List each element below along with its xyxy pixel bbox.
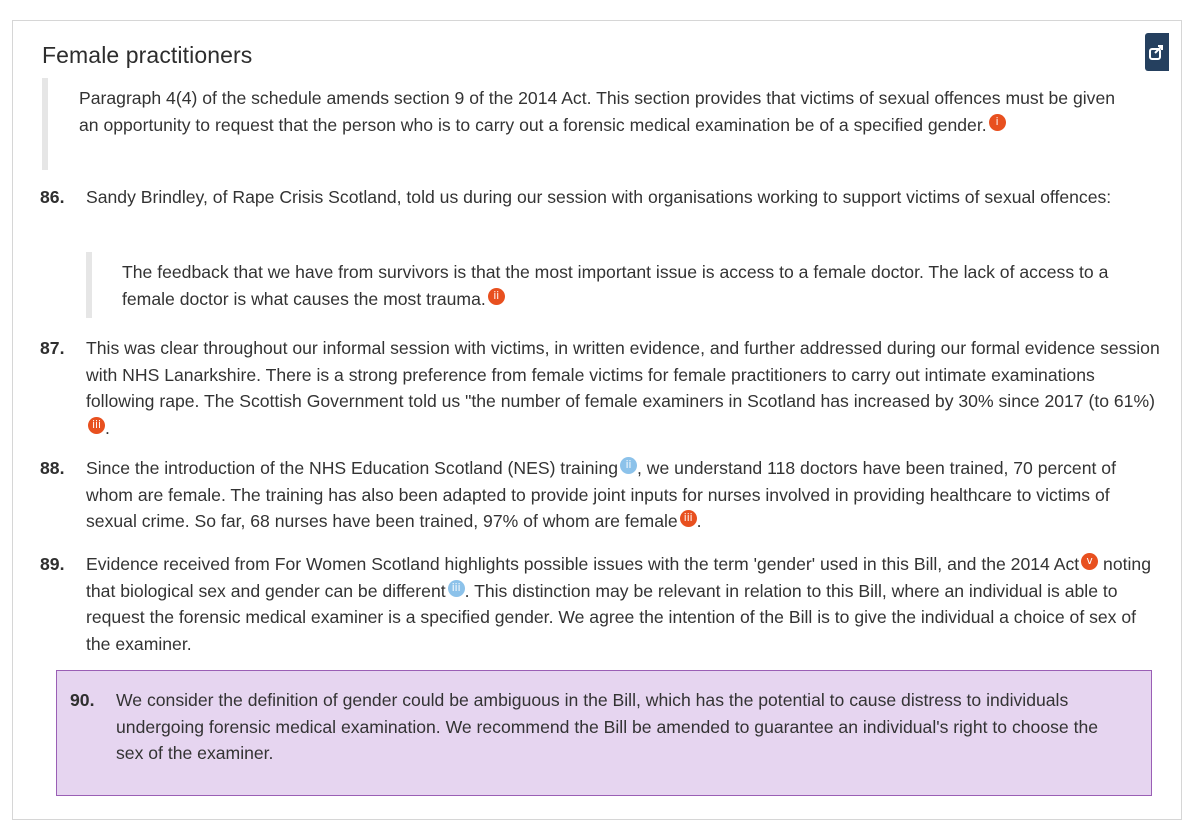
recommendation-box: [56, 670, 1152, 796]
paragraph-number: 89.: [40, 554, 65, 574]
paragraph-number: 86.: [40, 187, 65, 207]
paragraph-text: . This distinction may be relevant in relation to this Bill, where an individual is able to request the forensic medical examiner is a specified gender. We agree the intention of the Bill is to give the individual a choice of sex of the examiner.: [86, 580, 1137, 654]
quote-bar: [86, 252, 92, 318]
survivor-quote: [122, 259, 1152, 312]
paragraph-number: 88.: [40, 458, 65, 478]
recommendation-text: We consider the definition of gender could be ambiguous in the Bill, which has the potential to cause distress to individuals undergoing forensic medical examination. We recommend the Bill be amended to guarantee an individual's right to choose the sex of the examiner.: [116, 690, 1099, 763]
footnote-marker[interactable]: v: [1081, 553, 1098, 570]
paragraph-tail: .: [696, 511, 702, 531]
paragraph-text: This was clear throughout our informal session with victims, in written evidence, and further addressed during our formal evidence session with NHS Lanarkshire. There is a strong preference from female victims for female practitioners to carry out intimate examinations following rape. The Scottish Government told us "the number of female examiners in Scotland has increased by 30% since 2017 (to 61%): [86, 338, 1160, 411]
paragraph-text: Evidence received from For Women Scotland highlights possible issues with the term 'gender' used in this Bill, and the 2014 Act: [86, 554, 1080, 574]
paragraph-number: 87.: [40, 338, 65, 358]
paragraph-text: Since the introduction of the NHS Education Scotland (NES) training: [86, 458, 619, 478]
paragraph-number: 90.: [70, 690, 95, 710]
paragraph-text: , we understand 118 doctors have been trained, 70 percent of whom are female. The training has also been adapted to provide joint inputs for nurses involved in providing healthcare to victims of sexual crime. So far, 68 nurses have been trained, 97% of whom are female: [86, 458, 1116, 531]
share-tab-button[interactable]: [1145, 33, 1169, 71]
footnote-marker[interactable]: iii: [88, 417, 105, 434]
quote-bar: [42, 78, 48, 170]
footnote-marker[interactable]: ii: [488, 288, 505, 305]
footnote-marker[interactable]: i: [989, 114, 1006, 131]
paragraph-86: [86, 184, 1161, 211]
paragraph-89: [86, 551, 1161, 657]
share-icon: [1149, 43, 1165, 61]
footnote-marker[interactable]: iii: [680, 510, 697, 527]
paragraph-88: [86, 455, 1161, 535]
paragraph-text: noting that biological sex and gender can be different: [86, 554, 1151, 601]
footnote-marker[interactable]: ii: [620, 457, 637, 474]
intro-quote: [79, 85, 1129, 138]
paragraph-tail: .: [105, 417, 110, 438]
intro-quote-text: Paragraph 4(4) of the schedule amends section 9 of the 2014 Act. This section provides that victims of sexual offences must be given an opportunity to request that the person who is to carry out a forensic medical examination be of a specified gender.: [79, 88, 1116, 135]
section-title: Female practitioners: [42, 42, 253, 68]
paragraph-text: Sandy Brindley, of Rape Crisis Scotland, told us during our session with organisations working to support victims of sexual offences:: [86, 187, 1112, 207]
quote-text: The feedback that we have from survivors is that the most important issue is access to a female doctor. The lack of access to a female doctor is what causes the most trauma.: [122, 262, 1109, 309]
footnote-marker[interactable]: iii: [448, 580, 465, 597]
paragraph-87: [86, 335, 1161, 441]
